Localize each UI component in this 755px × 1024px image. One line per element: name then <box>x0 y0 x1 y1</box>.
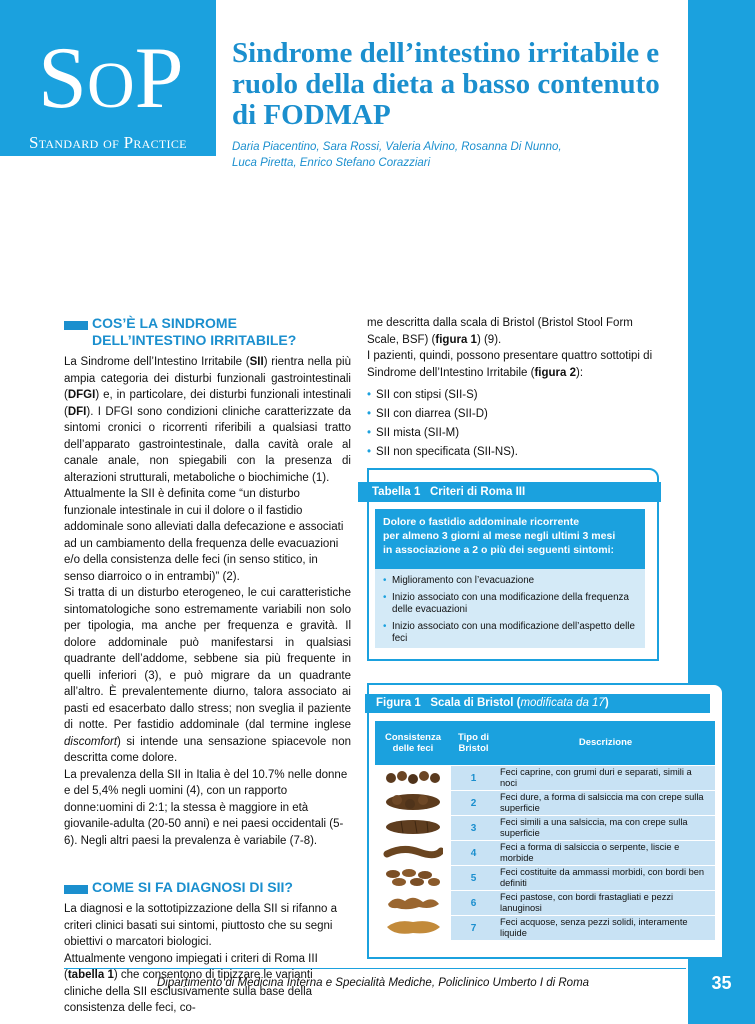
list-item: • SII con stipsi (SII-S) <box>367 387 656 404</box>
table1-caption: Tabella 1 Criteri di Roma III <box>358 482 661 502</box>
bristol-description: Feci acquose, senza pezzi solidi, interamente liquide <box>496 916 715 940</box>
table-row <box>375 891 715 915</box>
stool-illustration <box>375 816 451 840</box>
paragraph: La prevalenza della SII in Italia è del 10.7% nelle donne e del 5,4% negli uomini (4), con un rapporto donne:uomini di 2:1; la stessa è maggiore in età giovanile-adulta (20-50 anni) e nei paesi occidentali (5-6). Negli altri paesi la prevalenza è variabile (7-8). <box>64 768 348 847</box>
bristol-type: 1 <box>451 766 496 790</box>
paragraph: Si tratta di un disturbo eterogeneo, le cui caratteristiche sintomatologiche sono estremamente variabili non solo per tipologia, ma anche per frequenza e gravità. Il dolore addominale può manifestarsi in qualsiasi quadrante dell’addome, sebbene sia più frequente in quelli inferiori (3), e può migrare da un quadrante all’altro. È prevalentemente diurno, talora associato ai pasti ed esacerbato dallo stress; non sveglia il paziente di notte. Per fastidio addominale (dal termine inglese discomfort) si intende una sensazione spiacevole non descritta come dolore. <box>64 587 351 764</box>
footer-affiliation: Dipartimento di Medicina Interna e Specialità Mediche, Policlinico Umberto I di Roma <box>156 977 590 989</box>
list-item: • Inizio associato con una modificazione della frequenza delle evacuazioni <box>383 592 637 617</box>
bristol-type: 3 <box>451 816 496 840</box>
list-item: • Miglioramento con l’evacuazione <box>383 575 637 588</box>
table-row <box>375 791 715 815</box>
bristol-description: Feci simili a una salsiccia, ma con crepe sulla superficie <box>496 816 715 840</box>
bristol-type: 2 <box>451 791 496 815</box>
column-header: Tipo di Bristol <box>451 721 496 765</box>
stool-illustration <box>375 791 451 815</box>
table1-symptom-list <box>375 569 645 648</box>
section-heading: COS’È LA SINDROME DELL’INTESTINO IRRITABILE? <box>64 315 351 349</box>
right-column <box>367 315 656 463</box>
table-row <box>375 866 715 890</box>
table-row <box>375 816 715 840</box>
bristol-description: Feci a forma di salsiccia o serpente, liscie e morbide <box>496 841 715 865</box>
logo-subtitle: Standard of Practice <box>29 133 187 152</box>
sop-logo: SOP <box>38 30 184 127</box>
list-item: • SII mista (SII-M) <box>367 425 656 442</box>
paragraph: Attualmente vengono impiegati i criteri di Roma III (tabella 1) che consentono di tipizzare le varianti cliniche della SII esclusivamente sulla base della consistenza delle feci, co- <box>64 952 318 1014</box>
heading-marker <box>64 321 88 330</box>
bristol-type: 4 <box>451 841 496 865</box>
column-header: Consistenza delle feci <box>375 721 451 765</box>
bristol-description: Feci dure, a forma di salsiccia ma con crepe sulla superficie <box>496 791 715 815</box>
bristol-description: Feci caprine, con grumi duri e separati, simili a noci <box>496 766 715 790</box>
list-item: • SII con diarrea (SII-D) <box>367 406 656 423</box>
table-row <box>375 766 715 790</box>
bristol-description: Feci costituite da ammassi morbidi, con bordi ben definiti <box>496 866 715 890</box>
paragraph: La diagnosi e la sottotipizzazione della SII si rifanno a criteri clinici basati sui sintomi, piuttosto che su segni obiettivi o marcatori biologici. <box>64 903 337 948</box>
paragraph: Attualmente la SII è definita come “un disturbo funzionale intestinale in cui il dolore o il fastidio addominale sono alleviati dalla defecazione e associati ad un cambiamento della frequenza delle evacuazioni e/o della consistenza delle feci (in senso stitico, in senso diarroico o in entrambi)” (2). <box>64 488 344 583</box>
stool-illustration <box>375 866 451 890</box>
page-number: 35 <box>711 973 732 993</box>
authors: Daria Piacentino, Sara Rossi, Valeria Alvino, Rosanna Di Nunno, Luca Piretta, Enrico Stefano Corazziari <box>232 141 562 169</box>
table1-criteria: Dolore o fastidio addominale ricorrente per almeno 3 giorni al mese negli ultimi 3 mesi in associazione a 2 o più dei seguenti sintomi: <box>375 509 645 569</box>
footer-divider <box>64 968 686 969</box>
article-title: Sindrome dell’intestino irritabile e ruolo della dieta a basso contenuto di FODMAP <box>232 37 660 131</box>
bristol-description: Feci pastose, con bordi frastagliati e pezzi lanuginosi <box>496 891 715 915</box>
list-item: • Inizio associato con una modificazione dell’aspetto delle feci <box>383 621 637 646</box>
paragraph: me descritta dalla scala di Bristol (Bristol Stool Form Scale, BSF) (figura 1) (9). <box>367 317 633 346</box>
left-column <box>64 315 351 1017</box>
stool-illustration <box>375 916 451 940</box>
heading-marker <box>64 885 88 894</box>
figure1-caption: Figura 1 Scala di Bristol (modificata da 17) <box>365 694 710 713</box>
column-header: Descrizione <box>496 721 715 765</box>
section-heading: COME SI FA DIAGNOSI DI SII? <box>64 879 351 896</box>
stool-illustration <box>375 891 451 915</box>
paragraph: I pazienti, quindi, possono presentare quattro sottotipi di Sindrome dell’Intestino Irritabile (figura 2): <box>367 350 653 379</box>
subtype-list <box>367 387 656 461</box>
table-row <box>375 841 715 865</box>
stool-illustration <box>375 841 451 865</box>
bristol-type: 6 <box>451 891 496 915</box>
bristol-type: 7 <box>451 916 496 940</box>
paragraph: La Sindrome dell’Intestino Irritabile (SII) rientra nella più ampia categoria dei disturbi funzionali gastrointestinali (DFGI) e, in particolare, dei disturbi funzionali intestinali (DFI). I DFGI sono condizioni cliniche caratterizzate da sintomi cronici o ricorrenti riferibili a qualsiasi tratto dell’apparato gastrointestinale, dalla cavità orale al canale anale, non spiegabili con la presenza di alterazioni strutturali, metaboliche o biochimiche (1). <box>64 356 351 484</box>
bristol-type: 5 <box>451 866 496 890</box>
stool-illustration <box>375 766 451 790</box>
table-row <box>375 916 715 940</box>
list-item: • SII non specificata (SII-NS). <box>367 444 656 461</box>
bristol-scale-table <box>375 720 715 941</box>
sop-logo-box <box>0 0 216 156</box>
